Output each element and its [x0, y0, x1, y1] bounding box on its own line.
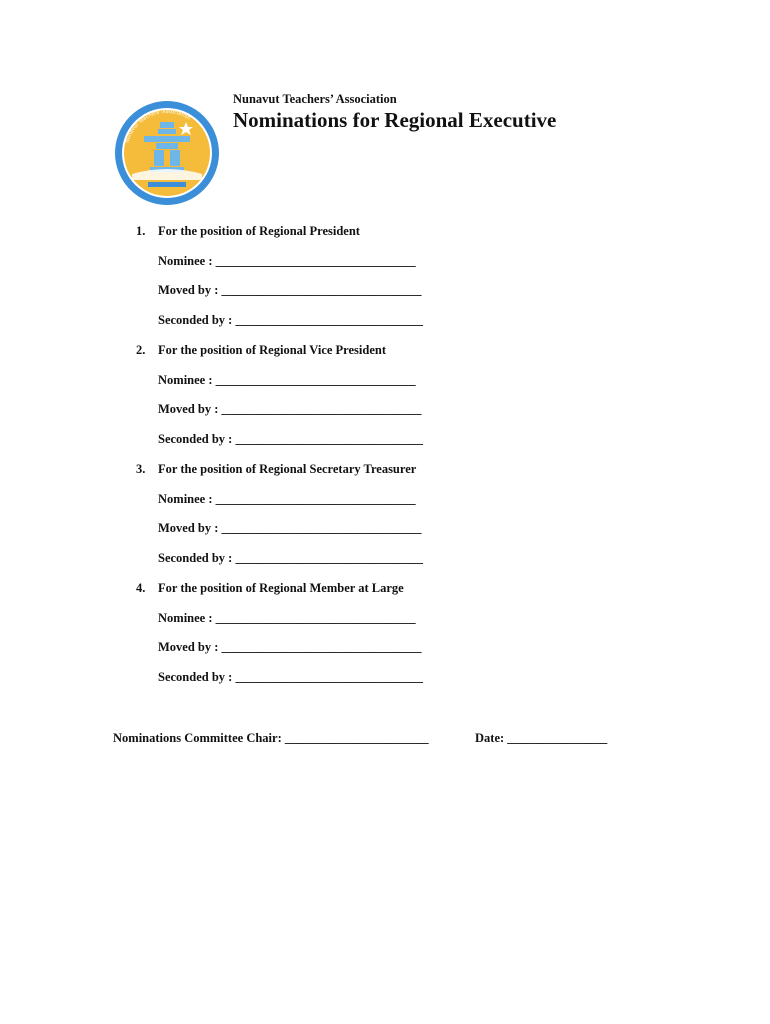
- blank-line[interactable]: ______________________________: [235, 670, 423, 684]
- blank-line[interactable]: ______________________________: [235, 432, 423, 446]
- section-title: For the position of Regional Secretary Treasurer: [158, 462, 417, 476]
- section-heading: [136, 343, 386, 358]
- page-title: Nominations for Regional Executive: [233, 108, 557, 132]
- moved-by-field[interactable]: [158, 640, 422, 655]
- blank-line[interactable]: ______________________________: [235, 551, 423, 565]
- section-heading: [136, 581, 404, 596]
- section-number: 3.: [136, 462, 146, 476]
- section-heading: [136, 224, 360, 239]
- field-label: Moved by :: [158, 521, 219, 535]
- field-label: Nominee :: [158, 611, 213, 625]
- section-number: 1.: [136, 224, 146, 238]
- committee-chair-field[interactable]: [113, 731, 429, 746]
- section-number: 4.: [136, 581, 146, 595]
- field-label: Seconded by :: [158, 551, 233, 565]
- field-label: Seconded by :: [158, 313, 233, 327]
- blank-line[interactable]: ________________________________: [221, 640, 422, 654]
- moved-by-field[interactable]: [158, 521, 422, 536]
- date-label: Date:: [475, 731, 505, 745]
- nominee-field[interactable]: [158, 373, 416, 388]
- seconded-by-field[interactable]: [158, 670, 423, 685]
- moved-by-field[interactable]: [158, 283, 422, 298]
- organization-name: Nunavut Teachers’ Association: [233, 92, 397, 106]
- blank-line[interactable]: ________________________________: [221, 402, 422, 416]
- field-label: Moved by :: [158, 640, 219, 654]
- nominee-field[interactable]: [158, 611, 416, 626]
- nominee-field[interactable]: [158, 254, 416, 269]
- field-label: Nominee :: [158, 373, 213, 387]
- chair-blank-line[interactable]: _______________________: [284, 731, 429, 745]
- blank-line[interactable]: ________________________________: [215, 611, 416, 625]
- date-blank-line[interactable]: ________________: [507, 731, 608, 745]
- blank-line[interactable]: ________________________________: [215, 492, 416, 506]
- blank-line[interactable]: ______________________________: [235, 313, 423, 327]
- field-label: Seconded by :: [158, 432, 233, 446]
- section-title: For the position of Regional Member at Large: [158, 581, 404, 595]
- nominee-field[interactable]: [158, 492, 416, 507]
- field-label: Nominee :: [158, 492, 213, 506]
- blank-line[interactable]: ________________________________: [215, 254, 416, 268]
- blank-line[interactable]: ________________________________: [221, 283, 422, 297]
- seconded-by-field[interactable]: [158, 313, 423, 328]
- section-title: For the position of Regional President: [158, 224, 360, 238]
- section-title: For the position of Regional Vice President: [158, 343, 386, 357]
- chair-label: Nominations Committee Chair:: [113, 731, 282, 745]
- section-heading: [136, 462, 416, 477]
- blank-line[interactable]: ________________________________: [215, 373, 416, 387]
- field-label: Seconded by :: [158, 670, 233, 684]
- section-number: 2.: [136, 343, 146, 357]
- seconded-by-field[interactable]: [158, 551, 423, 566]
- field-label: Moved by :: [158, 283, 219, 297]
- seconded-by-field[interactable]: [158, 432, 423, 447]
- seal-banner: [148, 182, 186, 187]
- blank-line[interactable]: ________________________________: [221, 521, 422, 535]
- field-label: Moved by :: [158, 402, 219, 416]
- moved-by-field[interactable]: [158, 402, 422, 417]
- nta-seal-logo: [114, 100, 220, 206]
- seal-arc-text: Nunavut Teachers' Association: [124, 108, 192, 144]
- date-field[interactable]: [475, 731, 607, 746]
- field-label: Nominee :: [158, 254, 213, 268]
